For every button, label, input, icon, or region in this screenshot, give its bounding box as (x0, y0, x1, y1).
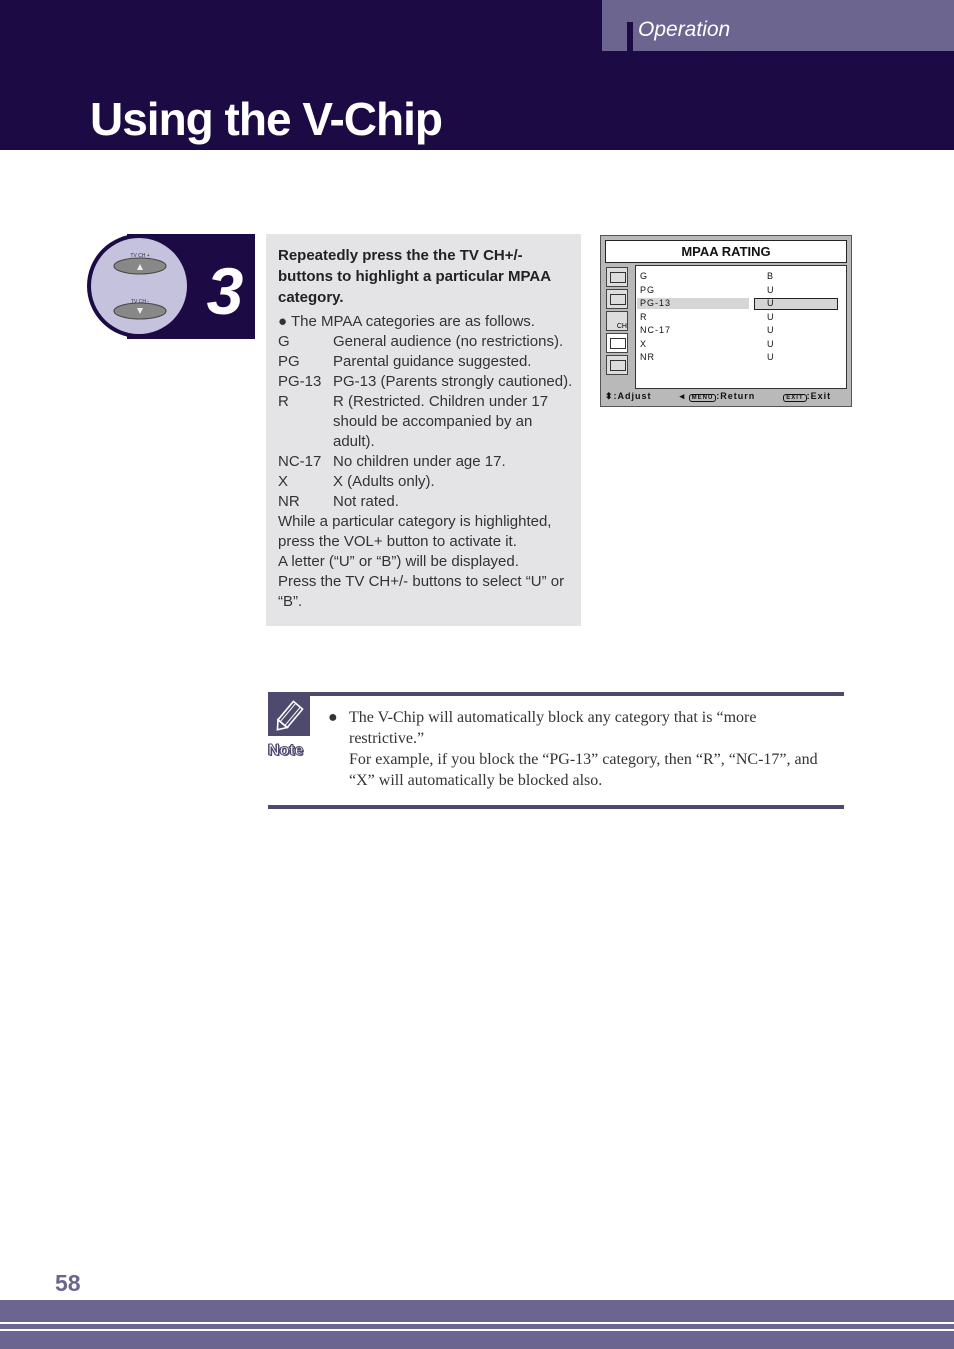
step-badge (87, 234, 255, 339)
category-desc: Parental guidance suggested. (333, 353, 532, 370)
osd-rating-list (635, 265, 847, 389)
osd-item-value[interactable]: U (767, 298, 774, 308)
remote-down-label: TV CH - (130, 299, 150, 305)
osd-item-code[interactable]: X (640, 338, 648, 349)
osd-adjust: :Adjust (613, 391, 652, 401)
category-desc: Not rated. (333, 493, 399, 510)
osd-screen (600, 235, 852, 407)
category-desc: No children under age 17. (333, 453, 506, 470)
osd-item-code[interactable]: R (640, 311, 648, 322)
instruction-lead: Repeatedly press the the TV CH+/- buttons to highlight a particular MPAA category. (278, 247, 551, 306)
category-code: R (278, 393, 289, 410)
menu-key: MENU (689, 394, 717, 402)
footer-band (0, 1300, 954, 1349)
step-number: 3 (206, 254, 244, 328)
osd-item-code[interactable]: NC-17 (640, 325, 672, 335)
note-text (328, 707, 833, 791)
sound-icon (606, 289, 628, 309)
page-number: 58 (55, 1270, 81, 1296)
instruction-panel (266, 234, 581, 626)
note-bullet: ● (328, 709, 338, 726)
remote-up-label: TV CH + (130, 253, 150, 259)
osd-title: MPAA RATING (605, 240, 847, 263)
note-label: Note (268, 742, 304, 759)
category-desc: PG-13 (Parents strongly cautioned). (333, 373, 573, 390)
osd-item-code[interactable]: NR (640, 352, 655, 362)
category-row (278, 492, 578, 512)
remote-ch-down-button (114, 303, 166, 319)
picture-icon (606, 267, 628, 287)
category-row (278, 372, 578, 392)
osd-side-menu (605, 265, 631, 388)
note-rule-bottom (268, 805, 844, 809)
category-row (278, 472, 578, 492)
instruction-para-2: A letter (“U” or “B”) will be displayed. (278, 553, 519, 570)
category-code: PG (278, 353, 300, 370)
category-code: G (278, 333, 290, 350)
channel-label: CH (616, 323, 627, 330)
osd-item-code[interactable]: G (640, 271, 649, 281)
footer-stripe (0, 1329, 954, 1331)
category-code: NC-17 (278, 453, 322, 470)
bullet-intro: The MPAA categories are as follows. (290, 313, 535, 330)
osd-item-value[interactable]: U (767, 325, 774, 335)
remote-ch-up-button (114, 258, 166, 274)
note-rule-top (268, 692, 844, 696)
osd-exit: :Exit (806, 391, 832, 401)
category-row (278, 392, 578, 452)
category-row (278, 452, 578, 472)
osd-item-value[interactable]: U (767, 338, 774, 349)
osd-item-value[interactable]: U (767, 311, 774, 322)
note-line-1: The V-Chip will automatically block any category that is “more restrictive.” (349, 709, 757, 747)
page-title: Using the V-Chip (90, 93, 442, 145)
footer-stripe (0, 1322, 954, 1324)
osd-item-code[interactable]: PG-13 (640, 298, 672, 308)
osd-return: :Return (716, 391, 756, 401)
category-row (278, 332, 578, 352)
osd-footer (605, 391, 831, 402)
osd-item-value[interactable]: U (767, 352, 774, 362)
category-desc: R (Restricted. Children under 17 should be accompanied by an adult). (333, 393, 549, 450)
section-label: Operation (638, 18, 731, 41)
category-list (278, 332, 578, 512)
setup-icon (606, 333, 628, 353)
osd-item-value[interactable]: U (767, 284, 774, 295)
category-code: NR (278, 493, 300, 510)
note-line-2: For example, if you block the “PG-13” category, then “R”, “NC-17”, and “X” will automatically be blocked also. (349, 751, 818, 789)
exit-key: EXIT (783, 394, 806, 402)
osd-item-value[interactable]: B (767, 271, 774, 281)
category-code: PG-13 (278, 373, 322, 390)
pc-icon (606, 355, 628, 375)
instruction-bullet: ● The MPAA categories are as follows. (278, 313, 535, 330)
category-row (278, 352, 578, 372)
category-desc: X (Adults only). (333, 473, 435, 490)
osd-item-code[interactable]: PG (640, 284, 656, 295)
adjust-icon: ⬍ (605, 391, 614, 401)
category-desc: General audience (no restrictions). (333, 333, 564, 350)
instruction-para-1: While a particular category is highlighted, press the VOL+ button to activate it. (278, 513, 552, 550)
note-pencil-icon (268, 696, 310, 736)
instruction-para-3: Press the TV CH+/- buttons to select “U” or “B”. (278, 573, 565, 610)
page-header (0, 0, 954, 150)
section-tab (602, 0, 954, 51)
section-tab-marker (627, 22, 633, 51)
category-code: X (278, 473, 289, 490)
left-arrow-icon: ◂ (679, 391, 686, 401)
channel-icon (606, 311, 628, 331)
